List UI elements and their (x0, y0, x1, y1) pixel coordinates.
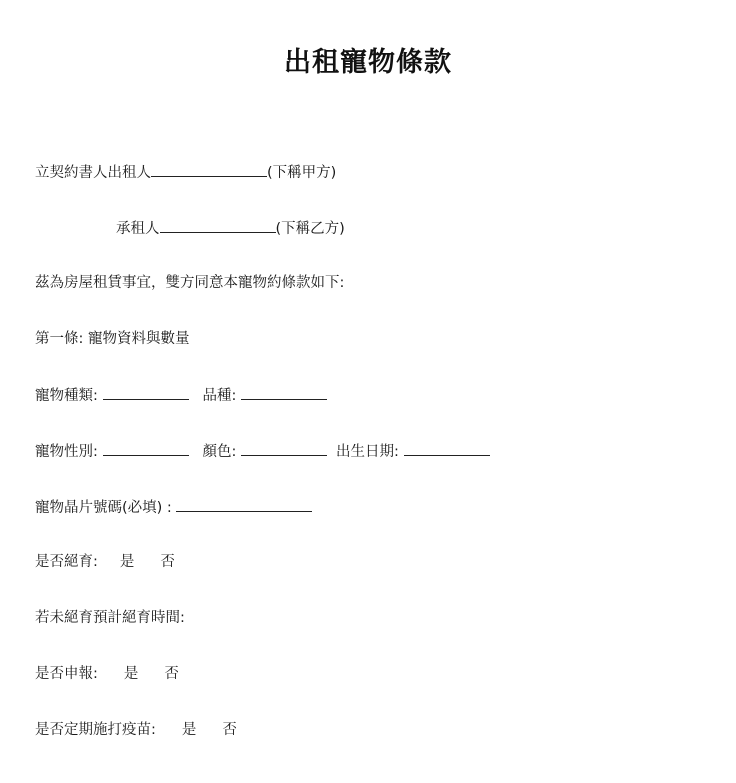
vaccinated-no-option[interactable]: 否 (222, 722, 237, 738)
gender-color-birth-line (35, 441, 490, 462)
registered-label: 是否申報: (35, 666, 98, 682)
neutered-label: 是否絕育: (35, 554, 98, 570)
species-blank[interactable] (103, 385, 189, 400)
chip-blank[interactable] (176, 497, 312, 512)
lessee-suffix: (下稱乙方) (275, 221, 345, 237)
lessor-suffix: (下稱甲方) (267, 165, 337, 181)
lessee-line (116, 218, 345, 239)
article-1-heading: 第一條: 寵物資料與數量 (35, 331, 190, 347)
birthdate-blank[interactable] (404, 441, 490, 456)
registered-yes-option[interactable]: 是 (123, 666, 139, 682)
species-label: 寵物種類: (35, 388, 98, 404)
vaccinated-line (35, 720, 237, 740)
lessor-name-blank[interactable] (151, 162, 267, 177)
breed-label: 品種: (202, 388, 237, 404)
vaccinated-label: 是否定期施打疫苗: (35, 722, 156, 738)
neutered-yes-option[interactable]: 是 (119, 554, 135, 570)
breed-blank[interactable] (241, 385, 327, 400)
species-breed-line (35, 385, 327, 406)
color-blank[interactable] (241, 441, 327, 456)
lessor-label: 立契約書人出租人 (35, 165, 151, 181)
neutered-line (35, 552, 175, 572)
lessor-line (35, 162, 336, 183)
registered-no-option[interactable]: 否 (164, 666, 179, 682)
neutered-no-option[interactable]: 否 (160, 554, 175, 570)
page-title: 出租寵物條款 (284, 47, 452, 78)
intro-text: 茲為房屋租賃事宜，雙方同意本寵物約條款如下: (35, 275, 345, 291)
gender-label: 寵物性別: (35, 444, 98, 460)
birthdate-label: 出生日期: (336, 444, 399, 460)
chip-label: 寵物晶片號碼(必填) : (35, 500, 172, 516)
vaccinated-yes-option[interactable]: 是 (181, 722, 197, 738)
color-label: 顏色: (202, 444, 237, 460)
chip-line (35, 497, 312, 518)
registered-line (35, 664, 179, 684)
gender-blank[interactable] (103, 441, 189, 456)
neuter-plan-line: 若未絕育預計絕育時間: (35, 610, 185, 626)
lessee-name-blank[interactable] (160, 218, 276, 233)
lessee-label: 承租人 (116, 221, 160, 237)
